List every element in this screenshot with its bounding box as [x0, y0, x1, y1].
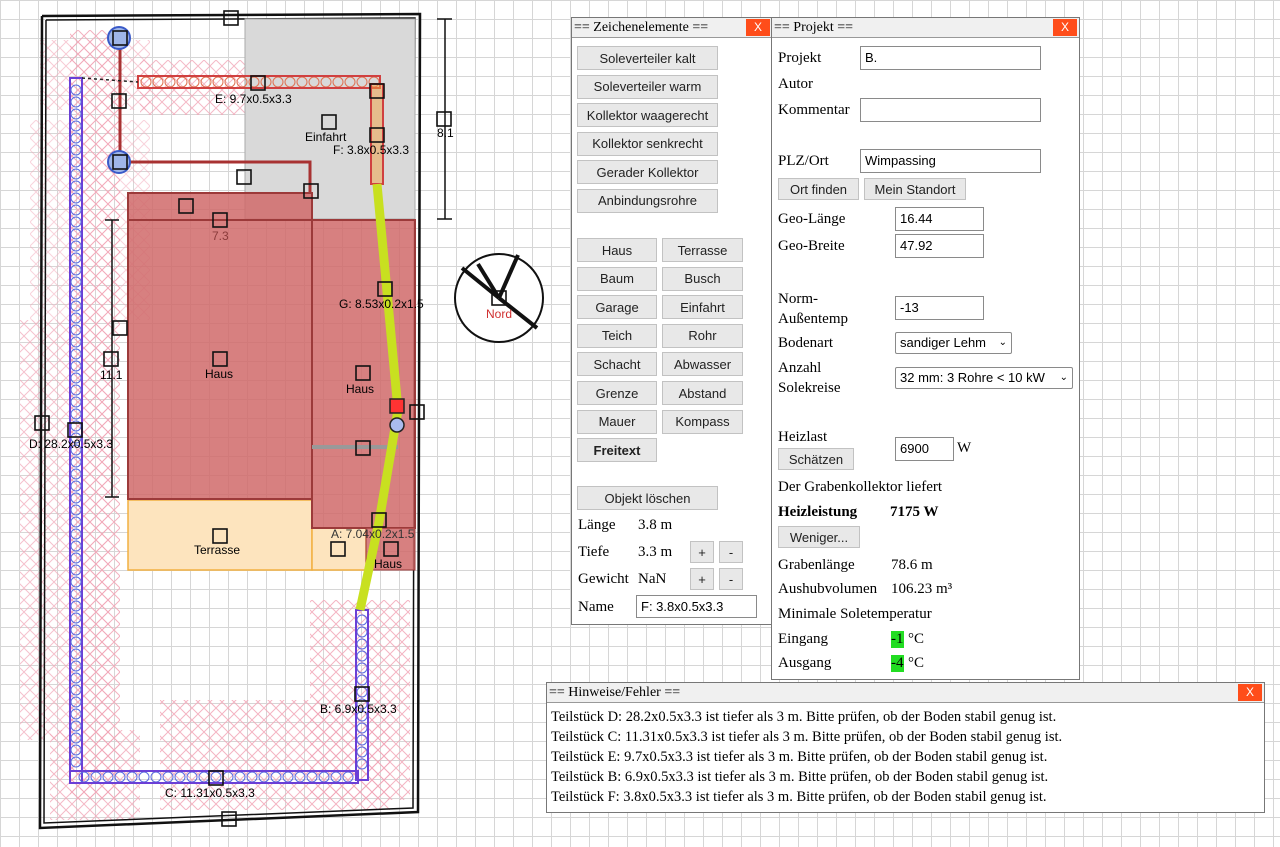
grabenlaenge-value: 78.6 m — [891, 557, 933, 573]
terrasse-area[interactable] — [128, 500, 312, 570]
zeichen-button-mauer[interactable]: Mauer — [577, 410, 657, 434]
house-right[interactable] — [312, 220, 415, 528]
zeichen-button-grenze[interactable]: Grenze — [577, 381, 657, 405]
geo-laenge-input[interactable]: 16.44 — [895, 207, 984, 231]
plz-input[interactable]: Wimpassing — [860, 149, 1041, 173]
heizleistung-value: 7175 W — [890, 504, 939, 520]
zeichenelemente-header[interactable] — [572, 18, 772, 38]
liefert-text: Der Grabenkollektor liefert — [778, 479, 943, 495]
zeichen-button-soleverteiler-warm[interactable]: Soleverteiler warm — [577, 75, 718, 99]
tiefe-label: Tiefe — [578, 544, 610, 560]
min-sole-label: Minimale Soletemperatur — [778, 606, 932, 622]
zeichen-button-haus[interactable]: Haus — [577, 238, 657, 262]
name-input[interactable]: F: 3.8x0.5x3.3 — [636, 595, 757, 618]
zeichen-button-abwasser[interactable]: Abwasser — [662, 352, 743, 376]
tiefe-minus-button[interactable]: - — [719, 541, 743, 563]
marker-blue[interactable] — [390, 418, 404, 432]
eingang-unit: °C — [908, 631, 925, 647]
eingang-label: Eingang — [778, 631, 828, 647]
eingang-value: -1 — [891, 631, 904, 647]
chevron-down-icon: ⌄ — [998, 337, 1007, 348]
gewicht-plus-button[interactable]: + — [690, 568, 714, 590]
zeichen-button-abstand[interactable]: Abstand — [662, 381, 743, 405]
grabenlaenge-label: Grabenlänge — [778, 557, 855, 573]
zeichen-button-gerader-kollektor[interactable]: Gerader Kollektor — [577, 160, 718, 184]
label-haus-main: Haus — [205, 367, 234, 381]
zeichen-button-schacht[interactable]: Schacht — [577, 352, 657, 376]
kommentar-input[interactable] — [860, 98, 1041, 122]
einfahrt-area[interactable] — [245, 19, 415, 219]
geo-breite-input[interactable]: 47.92 — [895, 234, 984, 258]
label-einfahrt: Einfahrt — [305, 130, 347, 144]
compass[interactable] — [455, 254, 543, 342]
ausgang-label: Ausgang — [778, 655, 832, 671]
tiefe-value: 3.3 m — [638, 544, 673, 560]
projekt-title: == Projekt == — [774, 20, 854, 35]
projekt-input[interactable]: B. — [860, 46, 1041, 70]
heizleistung-label: Heizleistung — [778, 504, 858, 520]
projekt-label: Projekt — [778, 50, 822, 66]
norm-label-2: Außentemp — [778, 311, 848, 327]
projekt-header[interactable] — [772, 18, 1079, 38]
label-e: E: 9.7x0.5x3.3 — [215, 92, 292, 106]
projekt-panel — [771, 17, 1080, 680]
solekreise-select[interactable] — [895, 367, 1073, 389]
label-terrasse: Terrasse — [194, 543, 241, 557]
gewicht-value: NaN — [638, 571, 667, 587]
hinweis-line: Teilstück D: 28.2x0.5x3.3 ist tiefer als 3 m. Bitte prüfen, ob der Boden stabil genug ist. — [551, 709, 1057, 725]
zeichen-button-einfahrt[interactable]: Einfahrt — [662, 295, 743, 319]
bodenart-label: Bodenart — [778, 335, 833, 351]
label-dim-73: 7.3 — [212, 229, 229, 243]
zeichen-button-kompass[interactable]: Kompass — [662, 410, 743, 434]
autor-label: Autor — [778, 76, 813, 92]
kommentar-label: Kommentar — [778, 102, 850, 118]
zeichen-button-kollektor-waagerecht[interactable]: Kollektor waagerecht — [577, 103, 718, 127]
zeichen-button-baum[interactable]: Baum — [577, 267, 657, 291]
ausgang-unit: °C — [908, 655, 925, 671]
anzahl-label-2: Solekreise — [778, 380, 841, 396]
objekt-loeschen-button[interactable]: Objekt löschen — [577, 486, 718, 510]
label-haus-small: Haus — [374, 557, 403, 571]
ort-finden-button[interactable]: Ort finden — [778, 178, 859, 200]
marker-red[interactable] — [390, 399, 404, 413]
label-f: F: 3.8x0.5x3.3 — [333, 143, 410, 157]
hinweise-header[interactable] — [547, 683, 1264, 703]
bodenart-value: sandiger Lehm — [900, 335, 986, 350]
heizlast-label: Heizlast — [778, 429, 828, 445]
weniger-button[interactable]: Weniger... — [778, 526, 860, 548]
zeichen-button-kollektor-senkrecht[interactable]: Kollektor senkrecht — [577, 132, 718, 156]
bodenart-select[interactable] — [895, 332, 1012, 354]
hinweis-line: Teilstück F: 3.8x0.5x3.3 ist tiefer als 3 m. Bitte prüfen, ob der Boden stabil genug ist. — [551, 789, 1047, 805]
label-b: B: 6.9x0.5x3.3 — [320, 702, 397, 716]
zeichenelemente-panel — [571, 17, 773, 625]
name-label: Name — [578, 599, 614, 615]
mein-standort-button[interactable]: Mein Standort — [864, 178, 966, 200]
label-c: C: 11.31x0.5x3.3 — [165, 786, 255, 800]
label-dim-81: 8.1 — [437, 126, 454, 140]
projekt-close-button[interactable]: X — [1053, 19, 1077, 36]
zeichen-button-busch[interactable]: Busch — [662, 267, 743, 291]
geo-laenge-label: Geo-Länge — [778, 211, 846, 227]
label-a: A: 7.04x0.2x1.5 — [331, 527, 415, 541]
solekreise-value: 32 mm: 3 Rohre < 10 kW — [900, 370, 1045, 385]
hinweise-list — [547, 703, 1264, 807]
laenge-label: Länge — [578, 517, 616, 533]
gewicht-label: Gewicht — [578, 571, 629, 587]
label-d: D: 28.2x0.5x3.3 — [29, 437, 114, 451]
zeichen-button-teich[interactable]: Teich — [577, 324, 657, 348]
compass-nord-label: Nord — [486, 307, 513, 321]
norm-label-1: Norm- — [778, 291, 818, 307]
aushub-label: Aushubvolumen — [778, 581, 878, 597]
label-g: G: 8.53x0.2x1.5 — [339, 297, 424, 311]
label-dim-111: 11.1 — [100, 368, 123, 382]
hinweis-line: Teilstück C: 11.31x0.5x3.3 ist tiefer als 3 m. Bitte prüfen, ob der Boden stabil genug ist. — [551, 729, 1063, 745]
plz-label: PLZ/Ort — [778, 153, 829, 169]
hinweis-line: Teilstück E: 9.7x0.5x3.3 ist tiefer als 3 m. Bitte prüfen, ob der Boden stabil genug ist. — [551, 749, 1048, 765]
plan-canvas[interactable] — [0, 0, 560, 847]
heizlast-input[interactable]: 6900 — [895, 437, 954, 461]
laenge-value: 3.8 m — [638, 517, 673, 533]
chevron-down-icon: ⌄ — [1059, 372, 1068, 383]
hinweise-title: == Hinweise/Fehler == — [549, 685, 681, 700]
zeichenelemente-close-button[interactable]: X — [746, 19, 770, 36]
heizlast-unit: W — [957, 440, 972, 456]
hinweise-panel — [546, 682, 1265, 813]
hinweise-close-button[interactable]: X — [1238, 684, 1262, 701]
zeichen-button-rohr[interactable]: Rohr — [662, 324, 743, 348]
zeichen-button-terrasse[interactable]: Terrasse — [662, 238, 743, 262]
zeichen-button-anbindungsrohre[interactable]: Anbindungsrohre — [577, 189, 718, 213]
aushub-value: 106.23 m³ — [891, 581, 953, 597]
zeichen-button-soleverteiler-kalt[interactable]: Soleverteiler kalt — [577, 46, 718, 70]
schaetzen-button[interactable]: Schätzen — [778, 448, 854, 470]
zeichen-button-freitext[interactable]: Freitext — [577, 438, 657, 462]
hinweis-line: Teilstück B: 6.9x0.5x3.3 ist tiefer als 3 m. Bitte prüfen, ob der Boden stabil genug ist. — [551, 769, 1049, 785]
label-haus-right: Haus — [346, 382, 375, 396]
zeichen-button-garage[interactable]: Garage — [577, 295, 657, 319]
ausgang-value: -4 — [891, 655, 904, 671]
geo-breite-label: Geo-Breite — [778, 238, 845, 254]
norm-aussentemp-input[interactable]: -13 — [895, 296, 984, 320]
anzahl-label-1: Anzahl — [778, 360, 822, 376]
zeichenelemente-title: == Zeichenelemente == — [574, 20, 709, 35]
tiefe-plus-button[interactable]: + — [690, 541, 714, 563]
gewicht-minus-button[interactable]: - — [719, 568, 743, 590]
